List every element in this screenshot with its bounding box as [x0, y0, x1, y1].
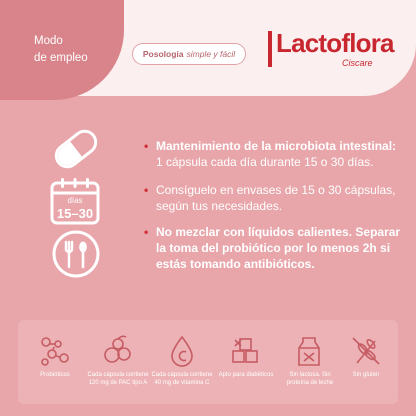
feature-label: Probióticos — [40, 372, 70, 378]
calendar-icon — [46, 176, 104, 226]
capsule-icon — [48, 124, 104, 174]
feature-item — [334, 334, 398, 380]
cranberry-icon — [101, 334, 135, 368]
feature-label: Apto para diabéticos — [218, 372, 274, 378]
bullet-icon: • — [144, 139, 149, 153]
feature-item — [278, 334, 342, 387]
brand-subtitle: Ciscare — [342, 58, 373, 68]
usage-badge-text: Modo de empleo — [34, 35, 88, 64]
feature-label: Sin lactosa. Sin proteína de leche — [286, 372, 334, 386]
feature-item — [150, 334, 214, 387]
dosage-pill-bold: Posología — [142, 49, 184, 59]
feature-label: Cada cápsula contiene 40 mg de vitamina C — [151, 372, 213, 386]
logo-bar — [268, 31, 272, 67]
feature-item — [23, 334, 87, 380]
bullet-icon: • — [144, 225, 149, 239]
plate-utensils-icon — [50, 228, 102, 280]
feature-label: Cada cápsula contiene 120 mg de PAC tipo A — [87, 372, 149, 386]
instruction-item: • No mezclar con líquidos calientes. Separar la toma del probiótico por lo menos 2h si estás tomando antibióticos. — [144, 225, 401, 271]
probiotic-icon — [38, 334, 72, 368]
feature-item — [86, 334, 150, 387]
wheat-icon — [349, 334, 383, 368]
calendar-top-text: días — [67, 196, 83, 205]
vitamin-c-icon — [165, 334, 199, 368]
dosage-pill — [132, 43, 246, 65]
sugar-cubes-icon — [229, 334, 263, 368]
feature-label: Sin gluten — [352, 372, 380, 378]
feature-item — [214, 334, 278, 380]
instruction-item: • Mantenimiento de la microbiota intestinal: 1 cápsula cada día durante 15 o 30 días. — [144, 139, 397, 169]
calendar-range-text: 15–30 — [56, 206, 94, 221]
dosage-pill-italic: simple y fácil — [186, 49, 236, 59]
brand-logo: Lactoflora — [276, 28, 394, 58]
instruction-item: • Consíguelo en envases de 15 o 30 cápsulas, según tus necesidades. — [144, 183, 396, 213]
milk-carton-icon — [293, 334, 327, 368]
bullet-icon: • — [144, 183, 149, 197]
